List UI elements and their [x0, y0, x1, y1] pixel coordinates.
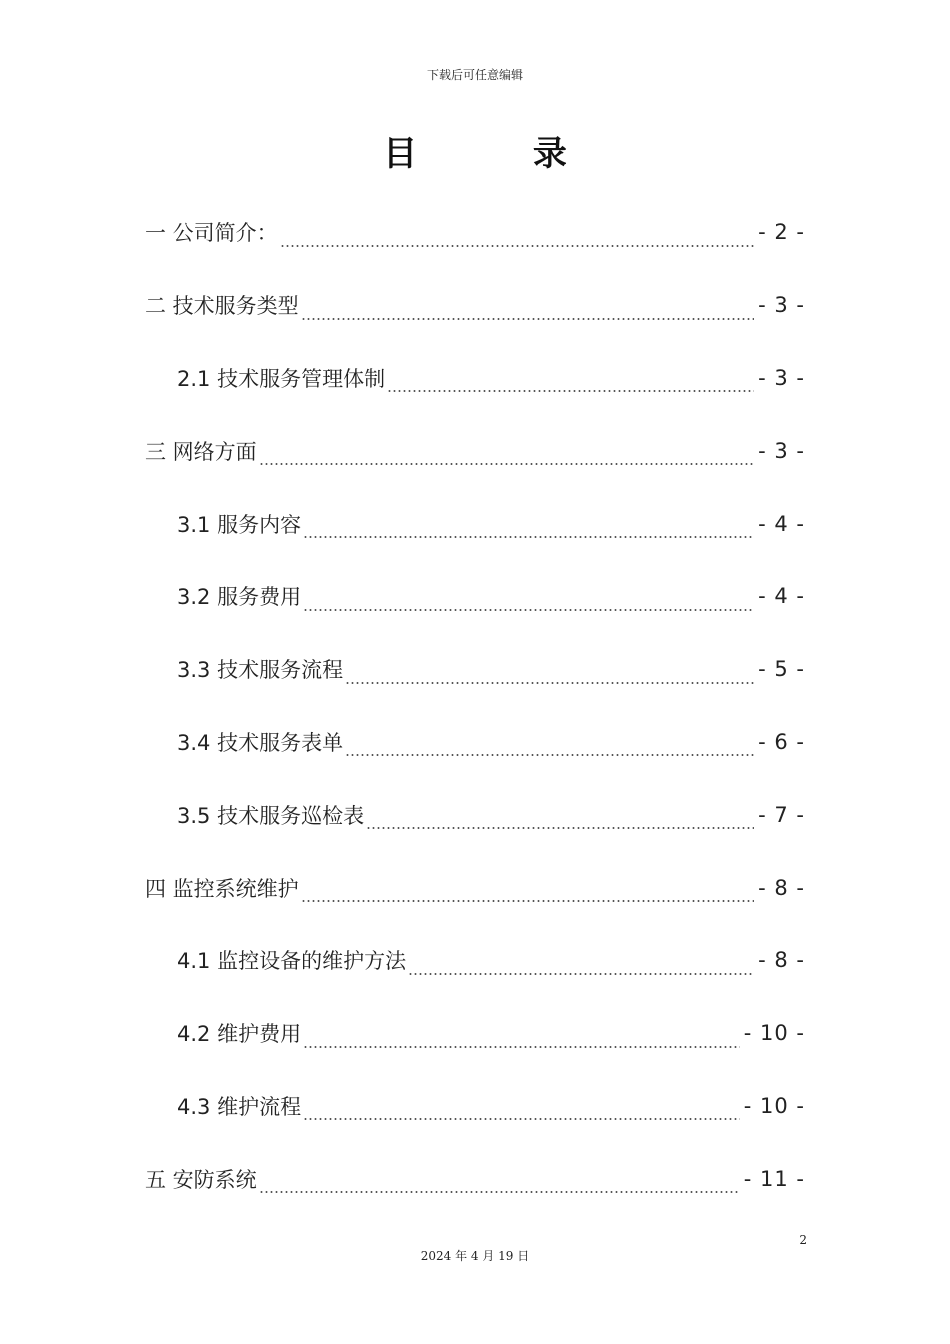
toc-entry-label: 4.3 维护流程	[177, 1094, 302, 1119]
toc-dot-leader	[303, 1118, 740, 1120]
toc-entry-page: - 2 -	[758, 220, 805, 245]
toc-entry[interactable]	[145, 851, 805, 924]
toc-entry[interactable]	[145, 924, 805, 997]
toc-entry-page: - 7 -	[758, 802, 805, 827]
toc-entry-label: 3.2 服务费用	[177, 585, 302, 610]
toc-entry-page: - 10 -	[743, 1093, 805, 1118]
toc-dot-leader	[259, 1191, 740, 1193]
toc-entry-page: - 8 -	[758, 875, 805, 900]
table-of-contents	[145, 196, 805, 1215]
toc-entry-label: 四 监控系统维护	[145, 876, 299, 901]
header-note: 下载后可任意编辑	[426, 68, 523, 82]
toc-entry-label: 2.1 技术服务管理体制	[177, 366, 386, 391]
toc-dot-leader	[345, 754, 754, 756]
toc-entry[interactable]	[145, 414, 805, 487]
toc-dot-leader	[366, 827, 754, 829]
toc-entry[interactable]	[145, 778, 805, 851]
footer-date: 2024 年 4 月 19 日	[420, 1249, 530, 1263]
toc-dot-leader	[345, 682, 754, 684]
toc-entry-label: 二 技术服务类型	[145, 294, 299, 319]
toc-entry-page: - 10 -	[743, 1021, 805, 1046]
toc-entry[interactable]	[145, 633, 805, 706]
toc-title: 目 录	[383, 134, 619, 174]
toc-entry-page: - 4 -	[758, 584, 805, 609]
toc-entry-page: - 4 -	[758, 511, 805, 536]
page-number: 2	[799, 1233, 807, 1247]
toc-entry-label: 3.5 技术服务巡检表	[177, 803, 365, 828]
toc-dot-leader	[301, 318, 754, 320]
toc-entry-label: 一 公司简介：	[145, 221, 278, 246]
toc-entry-label: 4.2 维护费用	[177, 1022, 302, 1047]
toc-dot-leader	[387, 390, 754, 392]
toc-dot-leader	[259, 463, 754, 465]
toc-entry[interactable]	[145, 196, 805, 269]
toc-entry[interactable]	[145, 1142, 805, 1215]
toc-entry-label: 三 网络方面	[145, 439, 257, 464]
toc-dot-leader	[280, 245, 754, 247]
toc-entry-label: 3.1 服务内容	[177, 512, 302, 537]
toc-dot-leader	[301, 900, 754, 902]
toc-entry[interactable]	[145, 706, 805, 779]
toc-entry-page: - 8 -	[758, 948, 805, 973]
toc-entry-page: - 3 -	[758, 365, 805, 390]
toc-dot-leader	[303, 536, 754, 538]
toc-entry-label: 3.3 技术服务流程	[177, 658, 344, 683]
toc-dot-leader	[408, 973, 754, 975]
toc-entry-page: - 5 -	[758, 657, 805, 682]
toc-entry-label: 五 安防系统	[145, 1167, 257, 1192]
toc-dot-leader	[303, 1046, 740, 1048]
toc-entry-page: - 3 -	[758, 293, 805, 318]
toc-entry-page: - 3 -	[758, 438, 805, 463]
toc-entry-page: - 6 -	[758, 729, 805, 754]
toc-entry-label: 3.4 技术服务表单	[177, 730, 344, 755]
toc-entry[interactable]	[145, 560, 805, 633]
toc-entry[interactable]	[145, 1070, 805, 1143]
toc-entry[interactable]	[145, 269, 805, 342]
toc-entry[interactable]	[145, 997, 805, 1070]
toc-dot-leader	[303, 609, 754, 611]
toc-entry[interactable]	[145, 487, 805, 560]
toc-entry-label: 4.1 监控设备的维护方法	[177, 949, 407, 974]
toc-entry-page: - 11 -	[743, 1166, 805, 1191]
toc-entry[interactable]	[145, 342, 805, 415]
